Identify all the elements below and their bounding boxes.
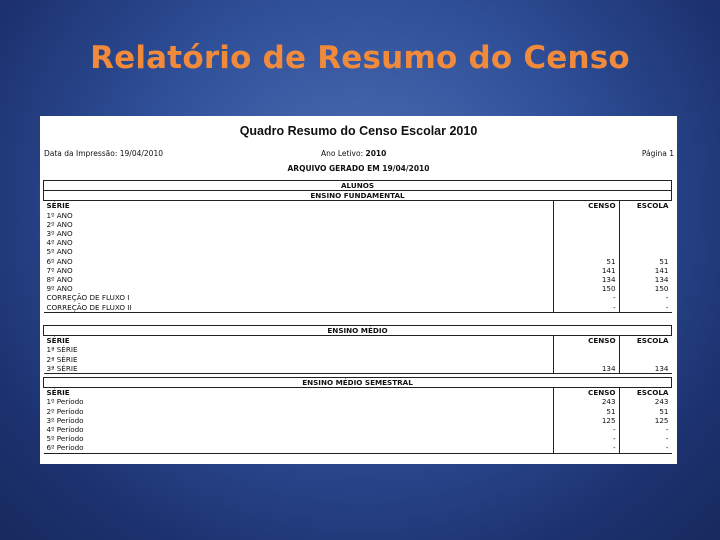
escola-cell: 150 [619, 284, 671, 293]
escola-cell [619, 345, 671, 354]
censo-cell: 51 [553, 407, 619, 416]
censo-cell: 125 [553, 416, 619, 425]
escola-cell: 125 [619, 416, 671, 425]
serie-cell: 3º Período [46, 415, 84, 425]
column-header-censo: CENSO [553, 336, 619, 346]
section-title-fundamental: ENSINO FUNDAMENTAL [44, 191, 672, 201]
school-year [321, 149, 386, 158]
column-header-censo: CENSO [553, 201, 619, 211]
serie-cell: 2ª SÉRIE [46, 354, 78, 364]
censo-cell [553, 247, 619, 256]
escola-cell: 134 [619, 364, 671, 374]
censo-cell [553, 229, 619, 238]
serie-cell: 3ª SÉRIE [44, 364, 554, 374]
school-year-value: 2010 [365, 149, 387, 158]
table-row [44, 220, 672, 229]
serie-cell: 8º ANO [46, 275, 73, 285]
print-date-value: 19/04/2010 [119, 149, 163, 158]
section-title-medio: ENSINO MÉDIO [44, 326, 672, 336]
censo-cell: 141 [553, 266, 619, 275]
fundamental-table [43, 180, 672, 313]
censo-cell [553, 220, 619, 229]
table-row [44, 275, 672, 284]
serie-cell: 5º Período [46, 434, 84, 444]
escola-cell: 141 [619, 266, 671, 275]
print-date [44, 149, 163, 158]
table-row [44, 397, 672, 406]
table-row [44, 416, 672, 425]
censo-cell: - [553, 434, 619, 443]
table-row [44, 434, 672, 443]
serie-cell: 6º Período [44, 443, 554, 453]
table-row [44, 266, 672, 275]
censo-cell: 243 [553, 397, 619, 406]
censo-cell: 134 [553, 275, 619, 284]
table-row [44, 284, 672, 293]
censo-cell: - [553, 293, 619, 302]
escola-cell: 51 [619, 407, 671, 416]
table-row [44, 407, 672, 416]
report-title: Quadro Resumo do Censo Escolar 2010 [239, 124, 478, 138]
column-header-censo: CENSO [553, 388, 619, 398]
serie-cell: 4º Período [46, 425, 84, 435]
serie-cell: 6º ANO [46, 256, 73, 266]
census-report-document [40, 116, 677, 464]
table-row [44, 293, 672, 302]
censo-cell [553, 238, 619, 247]
section-title-semestral: ENSINO MÉDIO SEMESTRAL [44, 378, 672, 388]
serie-cell: CORREÇÃO DE FLUXO II [44, 303, 554, 313]
censo-cell: 51 [553, 257, 619, 266]
table-row [44, 355, 672, 364]
censo-cell [553, 355, 619, 364]
table-row [44, 229, 672, 238]
serie-cell: 3º ANO [46, 229, 73, 239]
censo-cell [553, 345, 619, 354]
censo-cell [553, 211, 619, 220]
serie-cell: 7º ANO [46, 265, 73, 275]
column-header-escola: ESCOLA [619, 201, 671, 211]
slide-title: Relatório de Resumo do Censo [90, 40, 630, 76]
table-row [44, 247, 672, 256]
page-number: Página 1 [641, 149, 674, 158]
serie-cell: 4º ANO [46, 238, 73, 248]
table-row [44, 345, 672, 354]
escola-cell [619, 229, 671, 238]
escola-cell: 51 [619, 257, 671, 266]
medio-table [43, 325, 672, 374]
print-date-label: Data da Impressão: [44, 149, 118, 158]
semestral-table [43, 377, 672, 454]
escola-cell: - [619, 293, 671, 302]
escola-cell [619, 355, 671, 364]
column-header-serie: SÉRIE [44, 336, 554, 346]
column-header-serie: SÉRIE [44, 201, 554, 211]
serie-cell: 1ª SÉRIE [46, 345, 78, 355]
censo-cell: 150 [553, 284, 619, 293]
column-header-escola: ESCOLA [619, 388, 671, 398]
column-header-serie: SÉRIE [44, 388, 554, 398]
escola-cell: - [619, 425, 671, 434]
table-row [44, 425, 672, 434]
serie-cell: 1º ANO [46, 210, 73, 220]
escola-cell: - [619, 443, 671, 453]
serie-cell: 1º Período [46, 397, 84, 407]
serie-cell: 5º ANO [46, 247, 73, 257]
table-row [44, 364, 672, 374]
column-header-escola: ESCOLA [619, 336, 671, 346]
table-row [44, 238, 672, 247]
alunos-header: ALUNOS [44, 181, 672, 191]
censo-cell: 134 [553, 364, 619, 374]
archive-generated-line: ARQUIVO GERADO EM 19/04/2010 [287, 164, 430, 173]
censo-cell: - [553, 425, 619, 434]
escola-cell [619, 238, 671, 247]
table-row [44, 211, 672, 220]
table-row [44, 303, 672, 313]
table-row [44, 257, 672, 266]
escola-cell: - [619, 303, 671, 313]
escola-cell: 134 [619, 275, 671, 284]
escola-cell [619, 211, 671, 220]
serie-cell: 2º Período [46, 406, 84, 416]
escola-cell [619, 247, 671, 256]
table-row [44, 443, 672, 453]
censo-cell: - [553, 303, 619, 313]
school-year-label: Ano Letivo: [321, 149, 364, 158]
serie-cell: 9º ANO [46, 284, 73, 294]
escola-cell [619, 220, 671, 229]
censo-cell: - [553, 443, 619, 453]
serie-cell: CORREÇÃO DE FLUXO I [46, 293, 130, 303]
escola-cell: 243 [619, 397, 671, 406]
serie-cell: 2º ANO [46, 219, 73, 229]
escola-cell: - [619, 434, 671, 443]
